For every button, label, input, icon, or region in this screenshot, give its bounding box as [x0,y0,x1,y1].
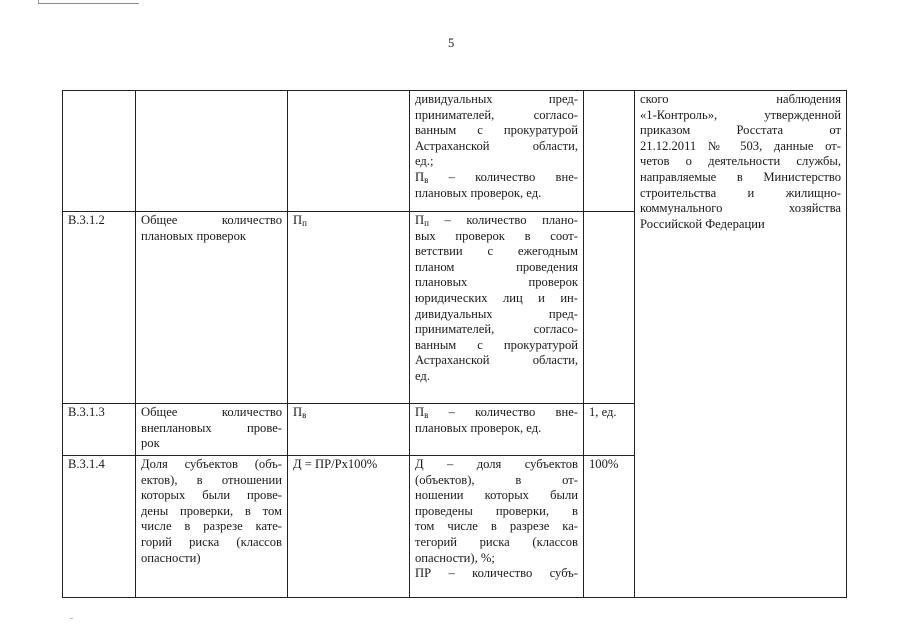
page-number: 5 [448,36,455,50]
text-line: Российской Федерации [640,216,765,231]
text-line: 21.12.2011 № 503, данные от- [640,138,841,153]
formula-cell: Д = ПР/Рх100% [288,456,410,598]
text-line: рок [141,436,160,451]
scan-artifact-line [38,0,139,4]
description-cell [410,456,584,598]
text-line: ед. [415,368,430,383]
text-line: приказом Росстата от [640,123,841,138]
description-cell [410,91,584,212]
text-line: Общее количество [141,213,282,227]
name-cell [136,456,288,598]
text-line: (объектов), в от- [415,472,578,487]
table-row-continuation [63,91,847,212]
text-line: плановых проверок [141,228,247,243]
unit-cell: 100% [584,456,635,598]
text-line: ед.; [415,154,434,169]
text-line: плановых проверок, ед. [415,185,542,200]
formula-cell: $П_п$ [288,212,410,404]
name-cell [136,212,288,404]
text-line: ванным с прокуратурой [415,337,578,352]
text-line: Астраханской области, [415,138,578,153]
text-line: Доля субъектов (объ- [141,457,282,471]
text-line: $П_п$ – количество плано- [415,213,578,228]
text-line: тегорий риска (классов [415,534,578,549]
text-line: опасности) [141,550,201,565]
text-line: $П_в$ – количество вне- [415,405,578,420]
unit-cell [584,91,635,212]
unit-cell: 1, ед. [584,404,635,456]
text-line: внеплановых прове- [141,420,282,435]
text-line: плановых проверок [415,275,578,290]
unit-cell [584,212,635,404]
text-line: вых проверок в соот- [415,228,578,243]
text-line: ветствии с ежегодным [415,244,578,259]
text-line: четов о деятельности службы, [640,154,841,169]
indicator-table [62,90,847,598]
text-line: Д – доля субъектов [415,457,578,471]
text-line: ПР – количество субъ- [415,566,578,581]
text-line: числе в разрезе кате- [141,519,282,534]
text-line: ванным с прокуратурой [415,123,578,138]
text-line: дивидуальных пред- [415,306,578,321]
description-cell [410,212,584,404]
description-cell [410,404,584,456]
name-cell [136,404,288,456]
text-line: плановых проверок, ед. [415,420,542,435]
text-line: принимателей, согласо- [415,322,578,337]
text-line: ектов), в отношении [141,472,282,487]
code-cell: В.3.1.4 [63,456,136,598]
text-line: горий риска (классов [141,534,282,549]
text-line: направляемые в Министерство [640,169,841,184]
text-line: том числе в разрезе ка- [415,519,578,534]
text-line: опасности), %; [415,550,495,565]
formula-cell [288,91,410,212]
text-line: Астраханской области, [415,353,578,368]
text-line: проведены проверки, в [415,503,578,518]
text-line: Общее количество [141,405,282,419]
text-line: принимателей, согласо- [415,107,578,122]
text-line: $П_в$ – количество вне- [415,169,578,185]
scan-artifact-dot [70,618,73,619]
text-line: коммунального хозяйства [640,201,841,216]
name-cell [136,91,288,212]
text-line: которых были прове- [141,488,282,503]
code-cell: В.3.1.2 [63,212,136,404]
code-cell: В.3.1.3 [63,404,136,456]
text-line: планом проведения [415,259,578,274]
text-line: «1-Контроль», утвержденной [640,107,841,122]
text-line: ского наблюдения [640,92,841,106]
formula-cell: $П_в$ [288,404,410,456]
source-cell [635,91,847,598]
text-line: строительства и жилищно- [640,185,841,200]
text-line: дены проверки, в том [141,503,282,518]
text-line: юридических лиц и ин- [415,290,578,305]
code-cell [63,91,136,212]
text-line: дивидуальных пред- [415,92,578,106]
text-line: ношении которых были [415,488,578,503]
